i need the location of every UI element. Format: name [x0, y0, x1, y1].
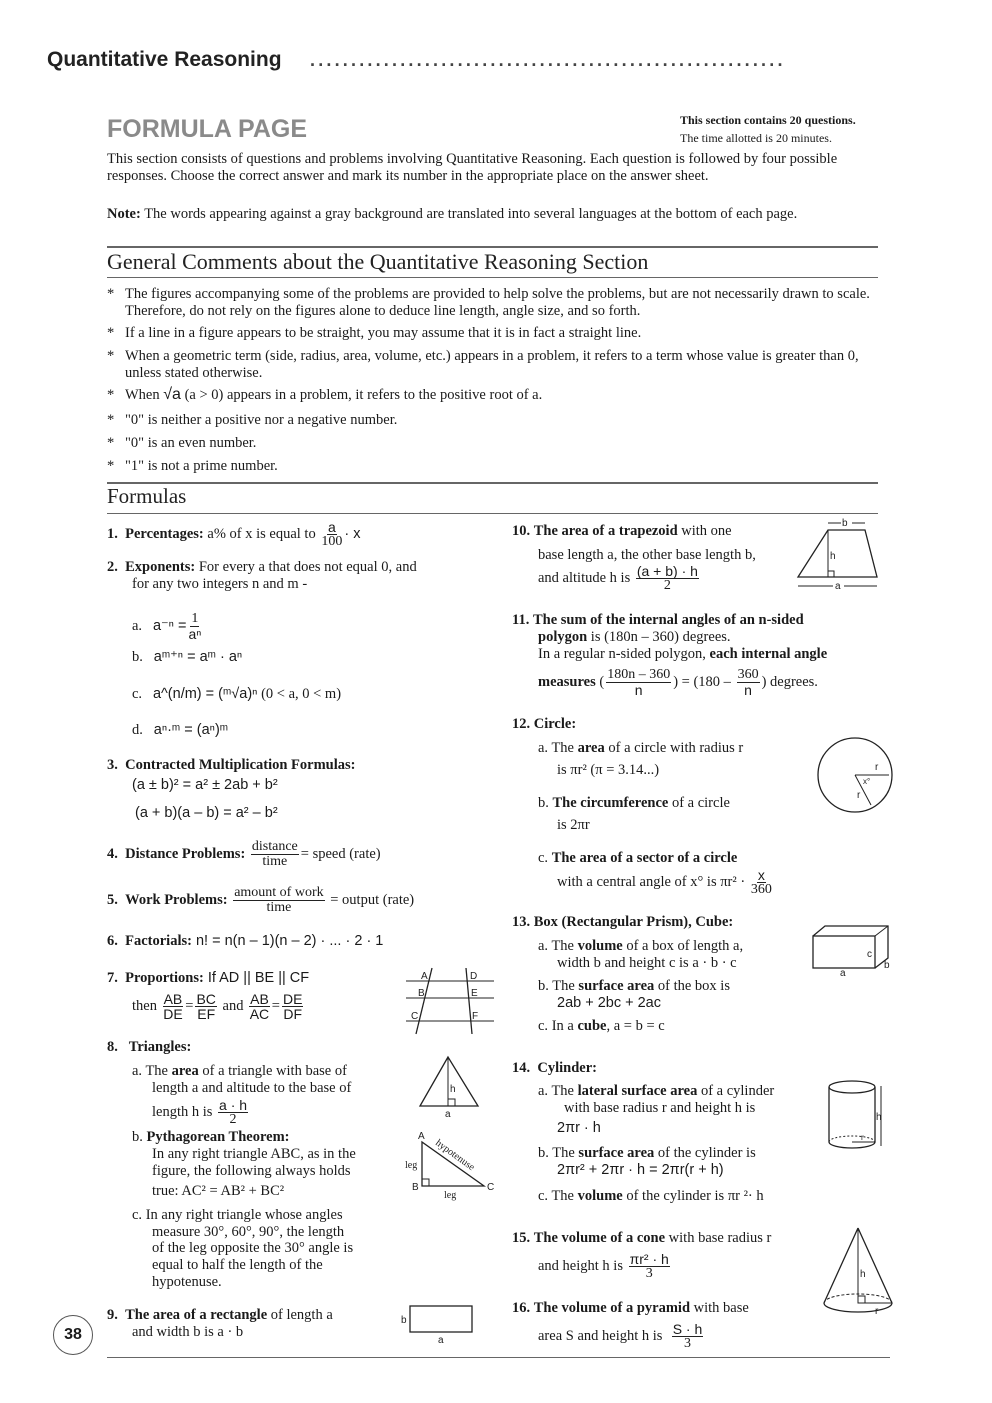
cylinder-volume: c. The volume of the cylinder is πr ²· h [538, 1188, 764, 1204]
pythagorean-line: In any right triangle ABC, as in the [152, 1146, 356, 1162]
formula-13-box: 13. Box (Rectangular Prism), Cube: [512, 914, 734, 930]
formula-2-line: for any two integers n and m - [132, 576, 308, 592]
formula-16-pyramid: 16. The volume of a pyramid with base [512, 1300, 749, 1316]
note-text: The words appearing against a gray background are translated into several languages at the bottom of each page. [140, 206, 798, 222]
pythagorean-line: figure, the following always holds [152, 1163, 351, 1179]
box-volume: a. The volume of a box of length a, [538, 938, 744, 954]
formula-1-percentages: 1. Percentages: a% of x is equal to $\frac{a}{100}$ · x [107, 519, 361, 549]
formula-4-distance: 4. Distance Problems: distance time = speed (rate) [107, 839, 381, 869]
circle-circumference-line: is 2πr [557, 817, 590, 833]
time-allotted: The time allotted is 20 minutes. [680, 131, 832, 145]
svg-text:b: b [401, 1315, 407, 1326]
svg-text:D: D [470, 971, 478, 982]
triangle-30-60-90-line: hypotenuse. [152, 1274, 222, 1290]
comment-bullet: * "0" is neither a positive nor a negative number. [107, 412, 398, 428]
svg-text:c: c [867, 949, 872, 960]
formula-7-proportions: 7. Proportions: If AD || BE || CF [107, 970, 310, 986]
formula-3-line: (a + b)(a – b) = a² – b² [135, 805, 278, 821]
circle-area-line: is πr² (π = 3.14...) [557, 762, 660, 778]
box-surface-line: 2ab + 2bc + 2ac [557, 995, 661, 1011]
svg-text:h: h [450, 1084, 456, 1095]
svg-text:b: b [842, 518, 848, 529]
svg-text:h: h [830, 551, 836, 562]
svg-text:E: E [471, 988, 478, 999]
bottom-rule [107, 1357, 890, 1358]
cone-diagram [820, 1225, 898, 1325]
circle-circumference: b. The circumference of a circle [538, 795, 730, 811]
box-diagram [810, 922, 894, 978]
triangle-30-60-90-line: measure 30°, 60°, 90°, the length [152, 1224, 345, 1240]
note-paragraph [107, 206, 882, 223]
exponent-rule-c: c. a^(n/m) = (ᵐ√a)ⁿ (0 < a, 0 < m) [132, 686, 342, 702]
formula-11-line: measures ( $\frac{180n - 360}{n}$ ) = (180 – $\frac{360}{n}$ ) degrees. [538, 667, 818, 698]
triangle-30-60-90-line: equal to half the length of the [152, 1257, 323, 1273]
cylinder-diagram [825, 1078, 891, 1154]
svg-text:h: h [860, 1269, 866, 1280]
cylinder-lateral-line: with base radius r and height h is [564, 1100, 756, 1116]
pythagorean-title: b. Pythagorean Theorem: [132, 1129, 290, 1145]
triangle-area-line: length a and altitude to the base of [152, 1080, 352, 1096]
comment-bullet: * "0" is an even number. [107, 435, 257, 451]
divider [107, 246, 878, 248]
formula-10-line: and altitude h is $\frac{(a + b) \cdot h}{2}$ [538, 563, 698, 593]
cylinder-surface: b. The surface area of the cylinder is [538, 1145, 756, 1161]
svg-text:leg: leg [405, 1160, 418, 1171]
exponent-rule-a: a. a⁻ⁿ = $\frac{1}{\text{aⁿ}}$ [132, 611, 202, 642]
circle-area: a. The area of a circle with radius r [538, 740, 744, 756]
comment-bullet: * The figures accompanying some of the problems are provided to help solve the problems, but are not necessarily drawn to scale. Therefore, do not rely on the figures alone to deduce line length, angle size, and so forth. [107, 286, 870, 319]
svg-text:b: b [884, 960, 890, 971]
formula-16-line: area S and height h is $\frac{S \cdot h}{3}$ [538, 1321, 703, 1351]
comment-bullet: * When a geometric term (side, radius, area, volume, etc.) appears in a problem, it refers to a term whose value is greater than 0, unless stated otherwise. [107, 348, 859, 381]
page-title: FORMULA PAGE [107, 115, 307, 143]
formula-8-triangles: 8. Triangles: [107, 1039, 192, 1055]
svg-text:C: C [487, 1182, 495, 1193]
pythagorean-line: true: AC² = AB² + BC² [152, 1183, 285, 1199]
formulas-heading: Formulas [107, 484, 187, 508]
formula-3-multiplication: 3. Contracted Multiplication Formulas: [107, 757, 356, 773]
sqrt-a: √a [163, 386, 181, 403]
cylinder-surface-line: 2πr² + 2πr · h = 2πr(r + h) [557, 1162, 724, 1178]
trapezoid-diagram [795, 514, 885, 594]
formula-10-trapezoid: 10. The area of a trapezoid with one [512, 523, 732, 539]
formula-15-cone: 15. The volume of a cone with base radius r [512, 1230, 772, 1246]
svg-text:B: B [418, 988, 425, 999]
formula-11-line: polygon is (180n – 360) degrees. [538, 629, 731, 645]
formula-5-work: 5. Work Problems: amount of work time = output (rate) [107, 885, 415, 915]
svg-text:A: A [418, 1131, 425, 1142]
svg-text:a: a [840, 968, 846, 978]
formula-3-line: (a ± b)² = a² ± 2ab + b² [132, 777, 278, 793]
svg-text:F: F [472, 1011, 479, 1022]
cylinder-lateral-line: 2πr · h [557, 1120, 601, 1136]
leader-dots: .......................................................... [310, 50, 786, 70]
formula-9-rectangle: 9. The area of a rectangle of length a [107, 1307, 333, 1323]
rectangle-diagram [398, 1302, 478, 1346]
exponent-rule-d: d. aⁿ·ᵐ = (aⁿ)ᵐ [132, 722, 229, 738]
section-title: Quantitative Reasoning [47, 48, 282, 71]
svg-text:leg: leg [444, 1190, 457, 1201]
svg-text:r: r [857, 790, 861, 801]
circle-sector: c. The area of a sector of a circle [538, 850, 738, 866]
formula-7-ratios: then $\frac{AB}{DE}$ = $\frac{BC}{EF}$ and $\frac{AB}{AC}$ = $\frac{DE}{DF}$ [132, 991, 303, 1022]
triangle-diagram [416, 1054, 482, 1122]
formula-10-line: base length a, the other base length b, [538, 547, 756, 563]
box-surface: b. The surface area of the box is [538, 978, 730, 994]
svg-text:r: r [875, 1306, 879, 1317]
questions-count: This section contains 20 questions. [680, 113, 856, 127]
divider [107, 482, 878, 484]
divider [107, 513, 878, 514]
parallel-lines-diagram [404, 966, 496, 1036]
formula-9-line: and width b is a · b [132, 1324, 244, 1340]
comment-bullet: * "1" is not a prime number. [107, 458, 278, 474]
svg-text:h: h [876, 1112, 882, 1123]
triangle-area-line: length h is $\frac{a \cdot h}{2}$ [152, 1097, 248, 1127]
circle-diagram [815, 735, 895, 815]
comments-heading: General Comments about the Quantitative Reasoning Section [107, 249, 649, 274]
right-triangle-diagram [402, 1128, 498, 1202]
svg-text:r: r [875, 762, 879, 773]
intro-paragraph: This section consists of questions and problems involving Quantitative Reasoning. Each question is followed by four possible responses. Choose the correct answer and mark its number in the appropriate place on the answer sheet. [107, 151, 838, 184]
cylinder-lateral: a. The lateral surface area of a cylinder [538, 1083, 775, 1099]
formula-11-polygon: 11. The sum of the internal angles of an n-sided [512, 612, 804, 628]
triangle-30-60-90: c. In any right triangle whose angles [132, 1207, 343, 1223]
divider [107, 277, 878, 278]
comment-bullet: * When √a (a > 0) appears in a problem, it refers to the positive root of a. [107, 386, 543, 403]
page-number: 38 [53, 1315, 93, 1355]
cube: c. In a cube, a = b = c [538, 1018, 665, 1034]
svg-text:x°: x° [863, 777, 871, 786]
svg-text:A: A [421, 971, 428, 982]
comment-bullet: * If a line in a figure appears to be straight, you may assume that it is in fact a straight line. [107, 325, 642, 341]
svg-text:a: a [438, 1335, 444, 1346]
box-volume-line: width b and height c is a · b · c [557, 955, 737, 971]
svg-text:hypotenuse: hypotenuse [433, 1137, 477, 1174]
formula-6-factorials: 6. Factorials: n! = n(n – 1)(n – 2) · ... · 2 · 1 [107, 933, 384, 949]
svg-text:B: B [412, 1182, 419, 1193]
svg-text:C: C [411, 1011, 419, 1022]
svg-text:r: r [861, 1133, 864, 1142]
formula-2-exponents: 2. Exponents: For every a that does not equal 0, and [107, 559, 417, 575]
circle-sector-line: with a central angle of x° is πr² · $\frac{x}{360}$ [557, 867, 772, 897]
triangle-area-line: a. The area of a triangle with base of [132, 1063, 347, 1079]
formula-15-line: and height h is $\frac{\text{πr² · h}}{3}$ [538, 1251, 669, 1281]
note-label: Note: [107, 206, 141, 222]
formula-11-line: In a regular n-sided polygon, each internal angle [538, 646, 828, 662]
formula-14-cylinder: 14. Cylinder: [512, 1060, 597, 1076]
svg-text:a: a [445, 1109, 451, 1120]
svg-text:a: a [835, 581, 841, 592]
triangle-30-60-90-line: of the leg opposite the 30° angle is [152, 1240, 354, 1256]
formula-12-circle: 12. Circle: [512, 716, 577, 732]
exponent-rule-b: b. aᵐ⁺ⁿ = aᵐ · aⁿ [132, 649, 243, 665]
